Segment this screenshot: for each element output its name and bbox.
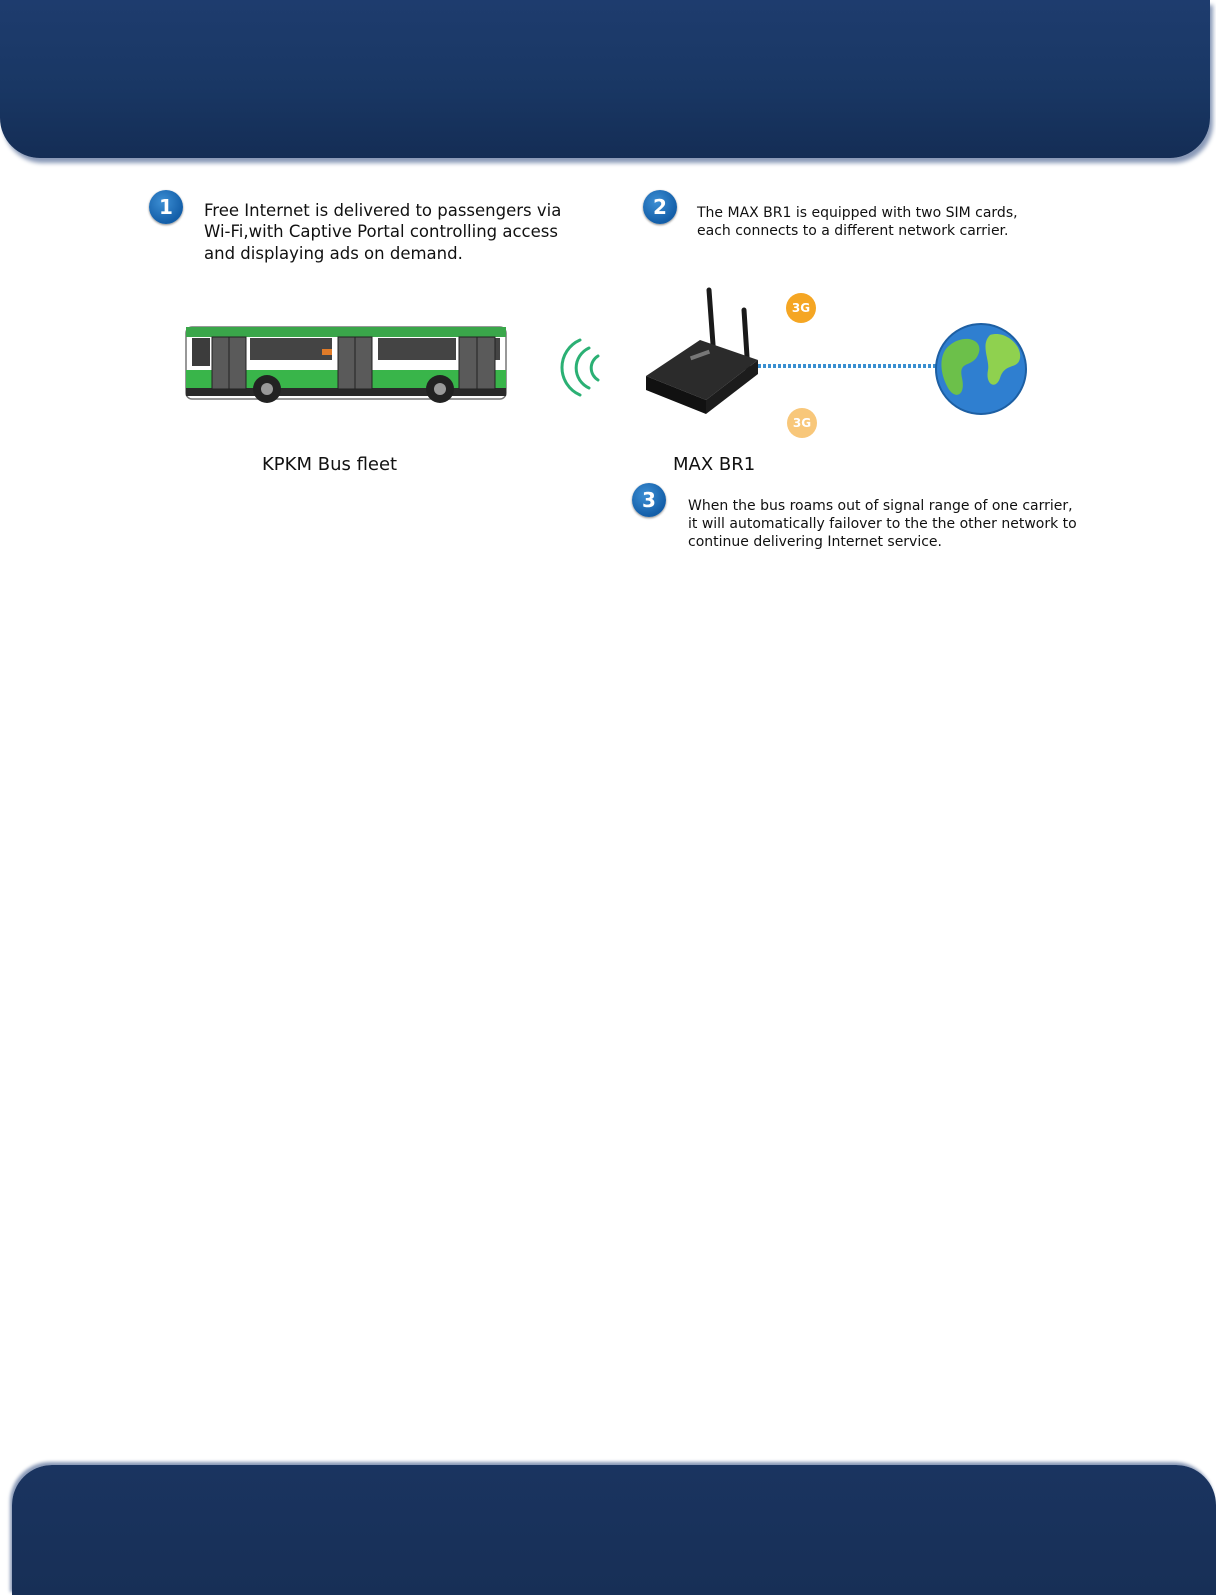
step-2-badge: 2 bbox=[643, 190, 677, 224]
network-badge-top: 3G bbox=[786, 293, 816, 323]
step-3-text: When the bus roams out of signal range of one carrier, it will automatically failover to the the other network to continue delivering Internet service. bbox=[688, 498, 1077, 551]
bus-fleet-label: KPKM Bus fleet bbox=[262, 454, 398, 475]
step-1-text: Free Internet is delivered to passengers via Wi-Fi,with Captive Portal controlling access and displaying ads on demand. bbox=[204, 201, 562, 263]
footer-banner bbox=[12, 1465, 1216, 1595]
bus-illustration bbox=[186, 327, 506, 403]
network-badge-bottom: 3G bbox=[787, 408, 817, 438]
step-1-badge: 1 bbox=[149, 190, 183, 224]
wifi-signal-icon bbox=[562, 340, 598, 395]
step-3-badge: 3 bbox=[632, 483, 666, 517]
step-2-text: The MAX BR1 is equipped with two SIM cards, each connects to a different network carrier. bbox=[697, 205, 1018, 240]
router-label: MAX BR1 bbox=[673, 454, 756, 475]
router-illustration bbox=[646, 290, 758, 414]
globe-icon bbox=[936, 324, 1026, 414]
